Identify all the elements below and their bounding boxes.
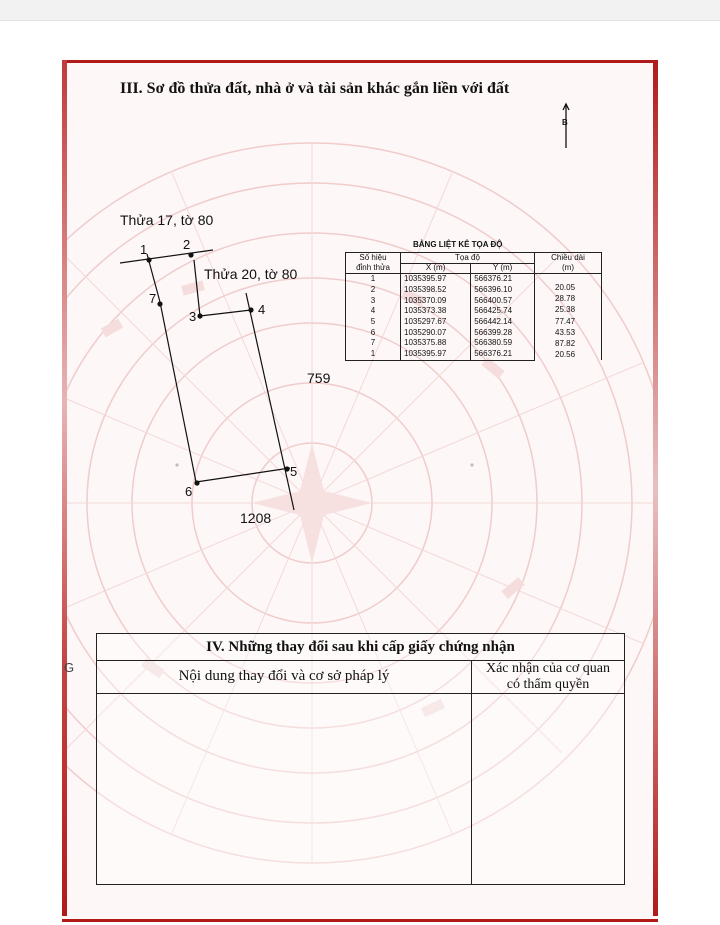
table-row: 1 1035395.97 566376.21 20.05 28.78 25.38 77.47 43.53 87.82 20.56 <box>346 274 602 285</box>
table-row: 2 1035398.52 566396.10 <box>346 285 602 296</box>
column-header-confirmation: Xác nhận của cơ quan có thẩm quyền <box>472 661 624 694</box>
table-row: 7 1035375.88 566380.59 <box>346 338 602 349</box>
north-arrow <box>563 104 569 148</box>
road-1208-label: 1208 <box>240 510 272 526</box>
column-header-changes: Nội dung thay đổi và cơ sở pháp lý <box>97 661 472 694</box>
section-4-table <box>96 633 625 885</box>
coordinate-table-title: BẢNG LIỆT KÊ TỌA ĐỘ <box>413 240 503 249</box>
point-label-3: 3 <box>189 309 197 324</box>
point-label-1: 1 <box>140 242 148 257</box>
table-row: 4 1035373.38 566425.74 <box>346 306 602 317</box>
point-label-6: 6 <box>185 484 193 499</box>
neighbor-parcel-top-label: Thửa 17, tờ 80 <box>120 212 214 228</box>
length-column: 20.05 28.78 25.38 77.47 43.53 87.82 20.56 <box>535 274 602 361</box>
boundary-lines <box>120 250 294 510</box>
north-arrow-label: B <box>562 118 568 127</box>
table-row: 3 1035370.09 566400.57 <box>346 296 602 307</box>
header-length: Chiều dài (m) <box>535 253 602 274</box>
point-label-2: 2 <box>183 237 191 252</box>
header-x: X (m) <box>401 263 471 274</box>
road-759-label: 759 <box>307 370 331 386</box>
header-point: Số hiệu đỉnh thửa <box>346 253 401 274</box>
table-row: 5 1035297.67 566442.14 <box>346 317 602 328</box>
vertex-7 <box>157 301 162 306</box>
header-y: Y (m) <box>471 263 535 274</box>
neighbor-parcel-right-label: Thửa 20, tờ 80 <box>204 266 298 282</box>
header-coord: Tọa độ <box>401 253 535 264</box>
vertex-1 <box>146 257 151 262</box>
vertex-2 <box>188 252 193 257</box>
vertex-3 <box>197 313 202 318</box>
point-label-4: 4 <box>258 302 266 317</box>
coordinate-table <box>345 252 602 361</box>
vertex-6 <box>194 480 199 485</box>
column-divider <box>471 694 472 884</box>
table-row: 6 1035290.07 566399.28 <box>346 328 602 339</box>
section-3-title: III. Sơ đồ thửa đất, nhà ở và tài sản khác gắn liền với đất <box>120 80 510 97</box>
vertex-5 <box>284 466 289 471</box>
vertex-4 <box>248 307 253 312</box>
table-row: 1 1035395.97 566376.21 <box>346 349 602 360</box>
parcel-vertices <box>146 252 289 485</box>
section-4-title: IV. Những thay đổi sau khi cấp giấy chứng nhận <box>97 634 624 661</box>
point-label-5: 5 <box>290 464 298 479</box>
edge-mark: G <box>64 660 75 675</box>
point-label-7: 7 <box>149 291 157 306</box>
